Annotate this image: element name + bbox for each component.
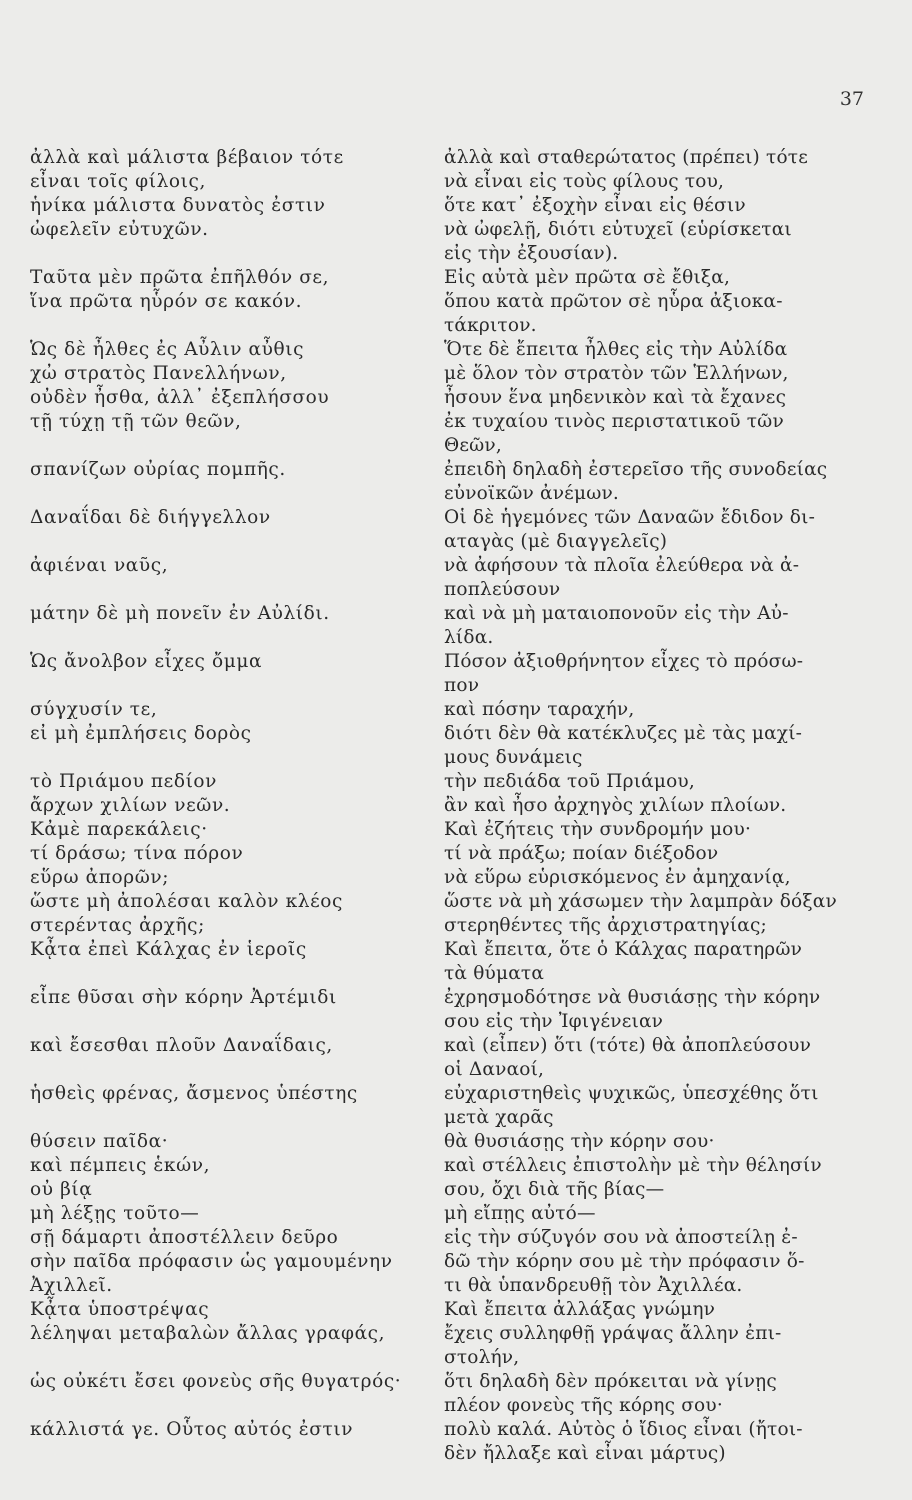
text-line: εἶπε θῦσαι σὴν κόρην Ἀρτέμιδι [30,987,337,1008]
text-line: στερηθέντες τῆς ἀρχιστρατηγίας; [444,915,767,936]
text-line: καὶ πόσην ταραχήν, [444,699,635,720]
text-line: δῶ τὴν κόρην σου μὲ τὴν πρόφασιν ὅ- [444,1251,805,1272]
text-line: Δαναΐδαι δὲ διήγγελλον [30,507,271,528]
text-line: τὴν πεδιάδα τοῦ Πριάμου, [444,771,695,792]
text-line: οἱ Δαναοί, [444,1059,545,1080]
text-line: οὐ βίᾳ [30,1179,93,1200]
text-line: ὅτε κατ᾽ ἐξοχὴν εἶναι εἰς θέσιν [444,195,746,216]
text-line: Εἰς αὐτὰ μὲν πρῶτα σὲ ἔθιξα, [444,267,731,288]
text-line: εἰς τὴν ἐξουσίαν). [444,243,619,264]
text-line: μὴ λέξῃς τοῦτο— [30,1203,200,1224]
text-line: ἂν καὶ ἦσο ἀρχηγὸς χιλίων πλοίων. [444,795,787,816]
text-line: πολὺ καλά. Αὐτὸς ὁ ἴδιος εἶναι (ἤτοι- [444,1419,803,1440]
text-line: ὅπου κατὰ πρῶτον σὲ ηὗρα ἀξιοκα- [444,291,783,312]
text-line: τάκριτον. [444,315,537,336]
text-line: ἵνα πρῶτα ηὗρόν σε κακόν. [30,291,303,312]
text-line: θύσειν παῖδα· [30,1131,169,1152]
text-line: ἐκ τυχαίου τινὸς περιστατικοῦ τῶν [444,411,784,432]
text-line: ἡνίκα μάλιστα δυνατὸς ἐστιν [30,195,326,216]
text-line: τί νὰ πράξω; ποίαν διέξοδον [444,843,719,864]
text-line: Πόσον ἀξιοθρήνητον εἶχες τὸ πρόσω- [444,651,804,672]
text-line: σῇ δάμαρτι ἀποστέλλειν δεῦρο [30,1227,339,1248]
text-line: μους δυνάμεις [444,747,583,768]
text-line: καὶ στέλλεις ἐπιστολὴν μὲ τὴν θέλησίν [444,1155,822,1176]
text-line: ἔχεις συλληφθῇ γράψας ἄλλην ἐπι- [444,1323,782,1344]
text-line: νὰ εἶναι εἰς τοὺς φίλους του, [444,171,725,192]
text-line: ἀφιέναι ναῦς, [30,555,169,576]
text-line: Κᾆτα ἐπεὶ Κάλχας ἐν ἱεροῖς [30,939,307,960]
text-line: λίδα. [444,627,494,648]
text-line: Ὅτε δὲ ἔπειτα ἦλθες εἰς τὴν Αὐλίδα [444,339,788,360]
text-line: στολήν, [444,1347,520,1368]
text-line: δὲν ἤλλαξε καὶ εἶναι μάρτυς) [444,1443,726,1464]
text-line: καὶ ἔσεσθαι πλοῦν Δαναΐδαις, [30,1035,333,1056]
text-line: Καὶ ἔπειτα ἀλλάξας γνώμην [444,1299,716,1320]
text-line: καὶ (εἶπεν) ὅτι (τότε) θὰ ἀποπλεύσουν [444,1035,812,1056]
text-line: Ὡς ἄνολβον εἶχες ὄμμα [30,651,263,672]
text-line: μὴ εἴπῃς αὐτό— [444,1203,596,1224]
text-line: λέληψαι μεταβαλὼν ἄλλας γραφάς, [30,1323,386,1344]
text-line: πλέον φονεὺς τῆς κόρης σου· [444,1395,723,1416]
text-line: θὰ θυσιάσῃς τὴν κόρην σου· [444,1131,715,1152]
text-line: αταγὰς (μὲ διαγγελεῖς) [444,531,668,552]
text-line: Θεῶν, [444,435,502,456]
text-line: Οἱ δὲ ἡγεμόνες τῶν Δαναῶν ἔδιδον δι- [444,507,816,528]
text-line: τῇ τύχῃ τῇ τῶν θεῶν, [30,411,242,432]
text-line: σπανίζων οὐρίας πομπῆς. [30,459,286,480]
text-line: ποπλεύσουν [444,579,561,600]
text-line: καὶ νὰ μὴ ματαιοπονοῦν εἰς τὴν Αὐ- [444,603,789,624]
text-line: ὥστε νὰ μὴ χάσωμεν τὴν λαμπρὰν δόξαν [444,891,837,912]
text-line: νὰ ἀφήσουν τὰ πλοῖα ἐλεύθερα νὰ ἀ- [444,555,800,576]
text-line: καὶ πέμπεις ἑκών, [30,1155,211,1176]
text-line: εἰς τὴν σύζυγόν σου νὰ ἀποστείλῃ ἐ- [444,1227,798,1248]
text-line: διότι δὲν θὰ κατέκλυζες μὲ τὰς μαχί- [444,723,803,744]
text-line: τὸ Πριάμου πεδίον [30,771,218,792]
text-line: χὠ στρατὸς Πανελλήνων, [30,363,287,384]
text-line: ὥστε μὴ ἀπολέσαι καλὸν κλέος [30,891,343,912]
text-line: ἐπειδὴ δηλαδὴ ἐστερεῖσο τῆς συνοδείας [444,459,828,480]
text-line: εἰ μὴ ἐμπλήσεις δορὸς [30,723,252,744]
text-line: σου εἰς τὴν Ἰφιγένειαν [444,1011,664,1032]
text-line: τί δράσω; τίνα πόρον [30,843,244,864]
text-line: ὡς οὐκέτι ἔσει φονεὺς σῆς θυγατρός· [30,1371,402,1392]
text-line: μάτην δὲ μὴ πονεῖν ἐν Αὐλίδι. [30,603,330,624]
text-line: τι θὰ ὑπανδρευθῇ τὸν Ἀχιλλέα. [444,1275,743,1296]
text-line: μὲ ὅλον τὸν στρατὸν τῶν Ἑλλήνων, [444,363,789,384]
text-line: Κᾆτα ὑποστρέψας [30,1299,210,1320]
text-line: Ταῦτα μὲν πρῶτα ἐπῆλθόν σε, [30,267,330,288]
text-line: ἡσθεὶς φρένας, ἄσμενος ὑπέστης [30,1083,358,1104]
text-line: ὠφελεῖν εὐτυχῶν. [30,219,209,240]
text-line: ἀλλὰ καὶ σταθερώτατος (πρέπει) τότε [444,147,809,168]
text-line: οὐδὲν ἦσθα, ἀλλ᾽ ἐξεπλήσσου [30,387,330,408]
text-line: Καὶ ἐζήτεις τὴν συνδρομήν μου· [444,819,752,840]
text-line: ἄρχων χιλίων νεῶν. [30,795,231,816]
text-line: ἐχρησμοδότησε νὰ θυσιάσῃς τὴν κόρην [444,987,821,1008]
text-line: μετὰ χαρᾶς [444,1107,554,1128]
page-number: 37 [839,88,864,110]
text-line: εἶναι τοῖς φίλοις, [30,171,206,192]
text-line: Καὶ ἔπειτα, ὅτε ὁ Κάλχας παρατηρῶν [444,939,803,960]
text-line: σου, ὄχι διὰ τῆς βίας— [444,1179,665,1200]
text-line: Κἀμὲ παρεκάλεις· [30,819,208,840]
text-line: νὰ εὕρω εὑρισκόμενος ἐν ἀμηχανίᾳ, [444,867,791,888]
text-line: Ὡς δὲ ἦλθες ἐς Αὖλιν αὖθις [30,339,305,360]
text-line: τὰ θύματα [444,963,545,984]
text-line: εὕρω ἀπορῶν; [30,867,170,888]
text-line: στερέντας ἀρχῆς; [30,915,205,936]
text-line: πον [444,675,480,696]
text-line: ἀλλὰ καὶ μάλιστα βέβαιον τότε [30,147,344,168]
text-line: κάλλιστά γε. Οὗτος αὐτός ἐστιν [30,1419,354,1440]
text-line: ὅτι δηλαδὴ δὲν πρόκειται νὰ γίνῃς [444,1371,777,1392]
text-line: σύγχυσίν τε, [30,699,158,720]
text-line: ἦσουν ἕνα μηδενικὸν καὶ τὰ ἔχανες [444,387,787,408]
text-line: νὰ ὠφελῇ, διότι εὐτυχεῖ (εὑρίσκεται [444,219,792,240]
text-line: εὐνοϊκῶν ἀνέμων. [444,483,620,504]
text-line: εὐχαριστηθεὶς ψυχικῶς, ὑπεσχέθης ὅτι [444,1083,819,1104]
text-line: Ἀχιλλεῖ. [30,1275,113,1296]
text-line: σὴν παῖδα πρόφασιν ὡς γαμουμένην [30,1251,393,1272]
